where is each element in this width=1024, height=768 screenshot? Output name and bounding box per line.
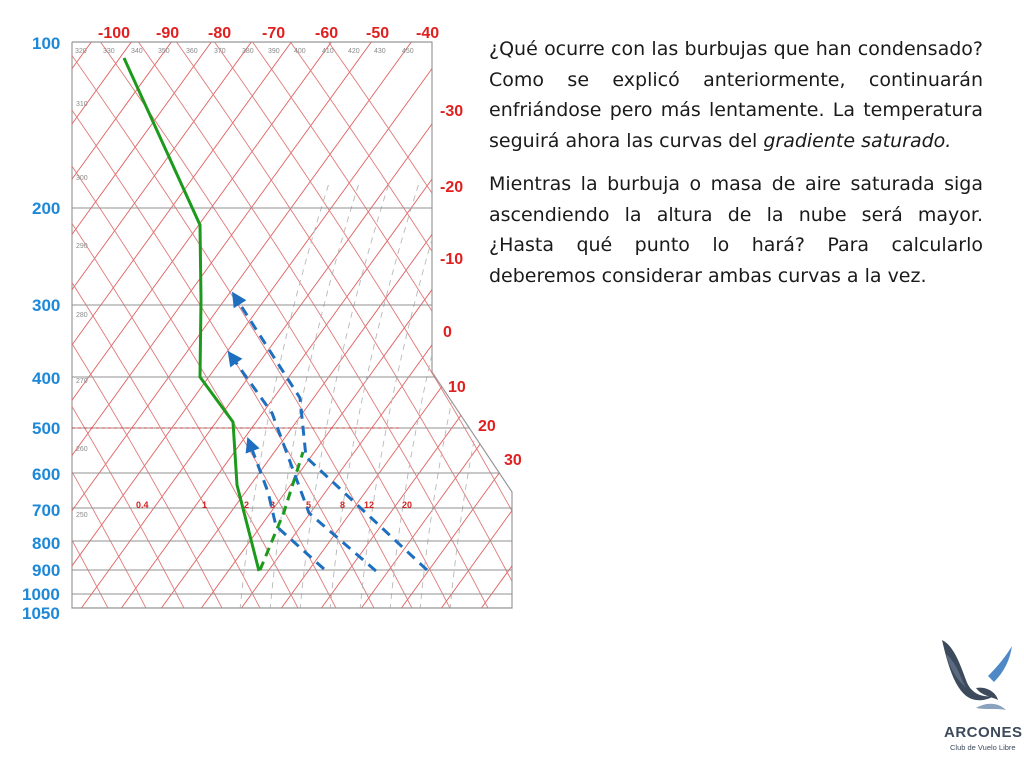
theta-label: 370 (214, 48, 226, 55)
temperature-label: -30 (440, 103, 464, 120)
arcones-logo (936, 636, 1023, 760)
moist-adiabat-line (390, 180, 480, 610)
dry-adiabat-line (0, 30, 148, 612)
isotherm-line (40, 30, 460, 610)
theta-label: 450 (402, 48, 414, 55)
mixing-ratio-label: 8 (340, 500, 346, 510)
pressure-label: 800 (32, 534, 61, 553)
theta-label: 310 (76, 101, 88, 108)
temperature-label: -20 (440, 179, 464, 196)
moist-adiabat-line (360, 180, 450, 610)
eagle-icon (936, 636, 1016, 722)
pressure-label: 400 (32, 369, 61, 388)
pressure-label: 100 (32, 34, 61, 53)
mixing-ratio-label: 2 (244, 500, 250, 510)
temperature-label: -70 (262, 25, 286, 42)
theta-label: 250 (76, 512, 88, 519)
dry-adiabat-line (92, 30, 452, 612)
temperature-label: -40 (416, 25, 440, 42)
theta-label: 260 (76, 446, 88, 453)
temperature-label: -90 (156, 25, 180, 42)
theta-label: 300 (76, 175, 88, 182)
dry-adiabat-line (54, 30, 414, 612)
dry-adiabat-line (0, 30, 262, 612)
pressure-label: 300 (32, 296, 61, 315)
temperature-label: 10 (448, 379, 466, 396)
isotherm-line (80, 30, 500, 610)
paragraph-1-emphasis: gradiente saturado. (763, 129, 952, 152)
dry-adiabat-line (0, 30, 110, 612)
paragraph-1-text: ¿Qué ocurre con las burbujas que han condensado? Como se explicó anteriormente, continuarán enfriándose pero más lentamente. La temperatura seguirá ahora las curvas del (489, 38, 983, 152)
paragraph-2: Mientras la burbuja o masa de aire saturada siga ascendiendo la altura de la nube será mayor. ¿Hasta qué punto lo hará? Para calcularlo deberemos considerar ambas curvas a la vez. (489, 173, 983, 287)
mixing-ratio-label: 12 (364, 500, 375, 510)
theta-label: 420 (348, 48, 360, 55)
pressure-label: 1000 (22, 585, 60, 604)
explanation-text (489, 34, 983, 304)
pressure-axis (22, 34, 60, 623)
isotherm-line (0, 30, 100, 610)
theta-label: 270 (76, 378, 88, 385)
temperature-label: 0 (443, 324, 452, 341)
theta-label: 400 (294, 48, 306, 55)
pressure-label: 900 (32, 561, 61, 580)
pressure-label: 1050 (22, 604, 60, 623)
theta-label: 340 (131, 48, 143, 55)
temperature-label: -10 (440, 251, 464, 268)
theta-label: 290 (76, 243, 88, 250)
temperature-label: -50 (366, 25, 390, 42)
isotherm-line (0, 30, 60, 610)
isotherm-line (0, 30, 220, 610)
dry-adiabat-line (130, 30, 490, 612)
temperature-label: 20 (478, 418, 496, 435)
theta-label: 350 (158, 48, 170, 55)
theta-label: 390 (268, 48, 280, 55)
skew-t-diagram (0, 0, 522, 640)
temperature-label: 30 (504, 452, 522, 469)
isotherm-line (0, 30, 20, 610)
logo-subtitle: Club de Vuelo Libre (950, 743, 1016, 752)
isotherm-line (120, 30, 540, 610)
temperature-label: -80 (208, 25, 232, 42)
mixing-ratio-label: 3 (270, 500, 276, 510)
theta-label: 320 (75, 48, 87, 55)
theta-label: 380 (242, 48, 254, 55)
theta-label: 430 (374, 48, 386, 55)
theta-label: 410 (322, 48, 334, 55)
isobar-lines (72, 42, 520, 608)
mixing-ratio-label: 20 (402, 500, 413, 510)
theta-labels-left (76, 101, 88, 519)
isotherm-line (0, 30, 140, 610)
mixing-ratio-label: 0.4 (136, 500, 149, 510)
top-temperature-axis (98, 25, 439, 42)
temperature-label: -60 (315, 25, 339, 42)
paragraph-1 (489, 34, 983, 156)
pressure-label: 200 (32, 199, 61, 218)
dry-adiabat-line (0, 30, 186, 612)
theta-label: 330 (103, 48, 115, 55)
logo-name: ARCONES (944, 724, 1023, 741)
theta-label: 360 (186, 48, 198, 55)
pressure-label: 500 (32, 419, 61, 438)
mixing-ratio-label: 5 (306, 500, 312, 510)
pressure-label: 700 (32, 501, 61, 520)
mixing-ratio-label: 1 (202, 500, 208, 510)
theta-label: 280 (76, 312, 88, 319)
pressure-label: 600 (32, 465, 61, 484)
temperature-label: -100 (98, 25, 131, 42)
